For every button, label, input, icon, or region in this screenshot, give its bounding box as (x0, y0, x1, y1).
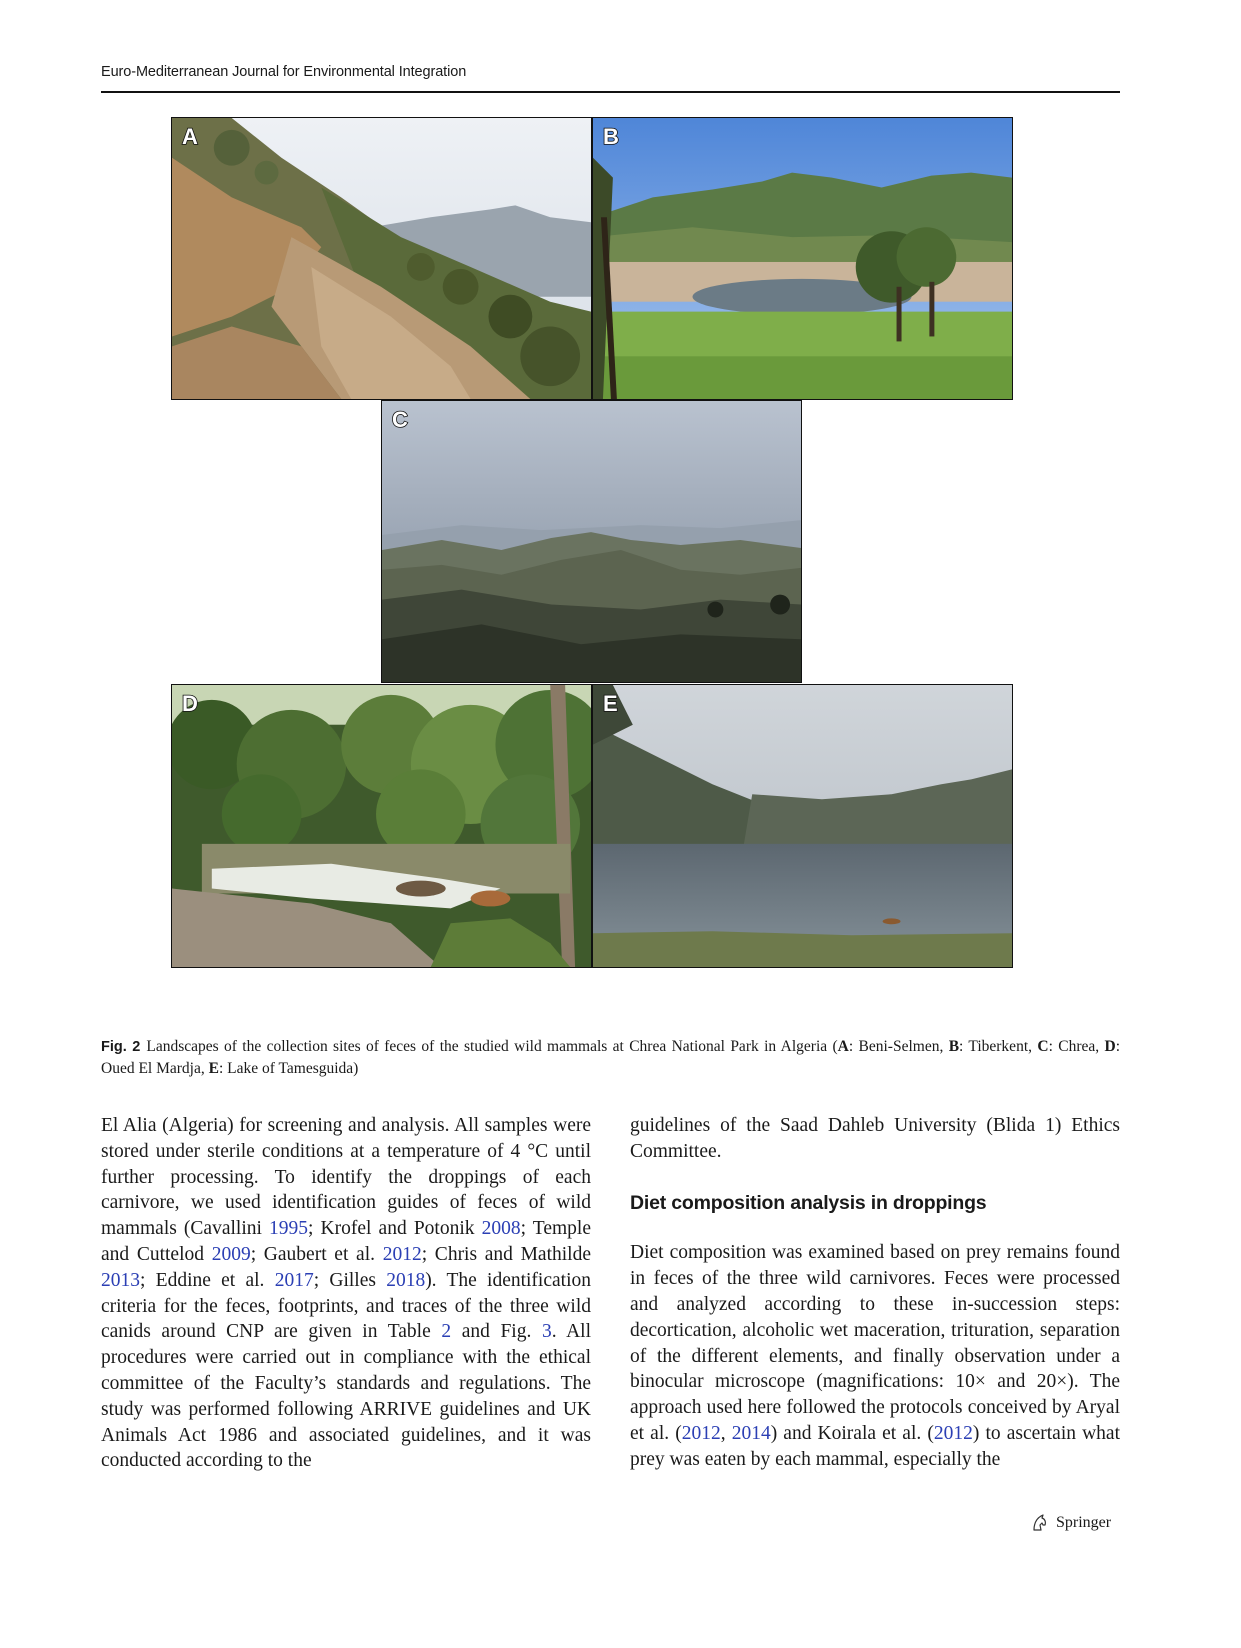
figure-label: Fig. 2 (101, 1039, 141, 1055)
figure-caption: Fig. 2 Landscapes of the collection sites of feces of the studied wild mammals at Chrea National Park in Algeria (A: Beni-Selmen, B: Tiberkent, C: Chrea, D: Oued El Mardja, E: Lake of Tamesguida) (101, 1038, 1120, 1077)
panel-label-a: A (182, 124, 198, 149)
section-heading: Diet composition analysis in droppings (630, 1191, 987, 1214)
citation-link[interactable]: 2009 (211, 1243, 251, 1265)
figure-panel-b (592, 117, 1013, 400)
river-rapids-forest-image (172, 685, 591, 967)
figure-panel-e (592, 684, 1013, 968)
citation-link[interactable]: 2018 (386, 1269, 426, 1291)
cloudy-mountain-ridges-image (382, 401, 801, 682)
paragraph-ethics: guidelines of the Saad Dahleb University (Blida 1) Ethics Committee. (630, 1115, 1120, 1162)
header-rule (101, 91, 1120, 93)
citation-link[interactable]: 2014 (731, 1422, 771, 1444)
publisher-footer (1030, 1513, 1111, 1533)
citation-link[interactable]: 1995 (269, 1218, 309, 1240)
marsh-with-trees-image (593, 118, 1012, 399)
panel-label-d: D (182, 691, 198, 716)
paragraph-methods: El Alia (Algeria) for screening and analysis. All samples were stored under sterile conditions at a temperature of 4 °C until further processing. To identify the droppings of each carnivore, we used identification guides of feces of wild mammals (Cavallini 1995; Krofel and Potonik 2008; Temple and Cuttelod 2009; Gaubert et al. 2012; Chris and Mathilde 2013; Eddine et al. 2017; Gilles 2018). The identification criteria for the feces, footprints, and traces of the three wild canids around CNP are given in Table 2 and Fig. 3. All procedures were carried out in compliance with the ethical committee of the Faculty’s standards and regulations. The study was performed following ARRIVE guidelines and UK Animals Act 1986 and associated guidelines, and it was conducted according to the (101, 1115, 592, 1472)
springer-horse-icon (1030, 1513, 1050, 1533)
table-link[interactable]: 2 (441, 1321, 452, 1343)
misty-lake-image (593, 685, 1012, 967)
citation-link[interactable]: 2012 (933, 1422, 973, 1444)
figure-panel-a (171, 117, 592, 400)
body-column-right (630, 1113, 1120, 1473)
paragraph-diet: Diet composition was examined based on prey remains found in feces of the three wild carnivores. Feces were processed and analyzed according to these in-succession steps: decortication, alcoholic wet maceration, trituration, separation of the different elements, and finally observation under a binocular microscope (magnifications: 10× and 20×). The approach used here followed the protocols conceived by Aryal et al. (2012, 2014) and Koirala et al. (2012) to ascertain what prey was eaten by each mammal, especially the (630, 1242, 1121, 1470)
publisher-name: Springer (1056, 1514, 1112, 1531)
citation-link[interactable]: 2017 (274, 1269, 314, 1291)
body-column-left (101, 1113, 591, 1474)
figure-link[interactable]: 3 (541, 1321, 552, 1343)
figure-panel-d (171, 684, 592, 968)
citation-link[interactable]: 2012 (382, 1243, 422, 1265)
citation-link[interactable]: 2012 (681, 1422, 721, 1444)
figure-panel-c (381, 400, 802, 683)
panel-label-e: E (603, 691, 618, 716)
panel-label-c: C (392, 407, 408, 432)
mountain-dirt-road-image (172, 118, 591, 399)
citation-link[interactable]: 2008 (481, 1218, 521, 1240)
running-head: Euro-Mediterranean Journal for Environmental Integration (101, 64, 467, 80)
citation-link[interactable]: 2013 (101, 1269, 140, 1291)
panel-label-b: B (603, 124, 619, 149)
